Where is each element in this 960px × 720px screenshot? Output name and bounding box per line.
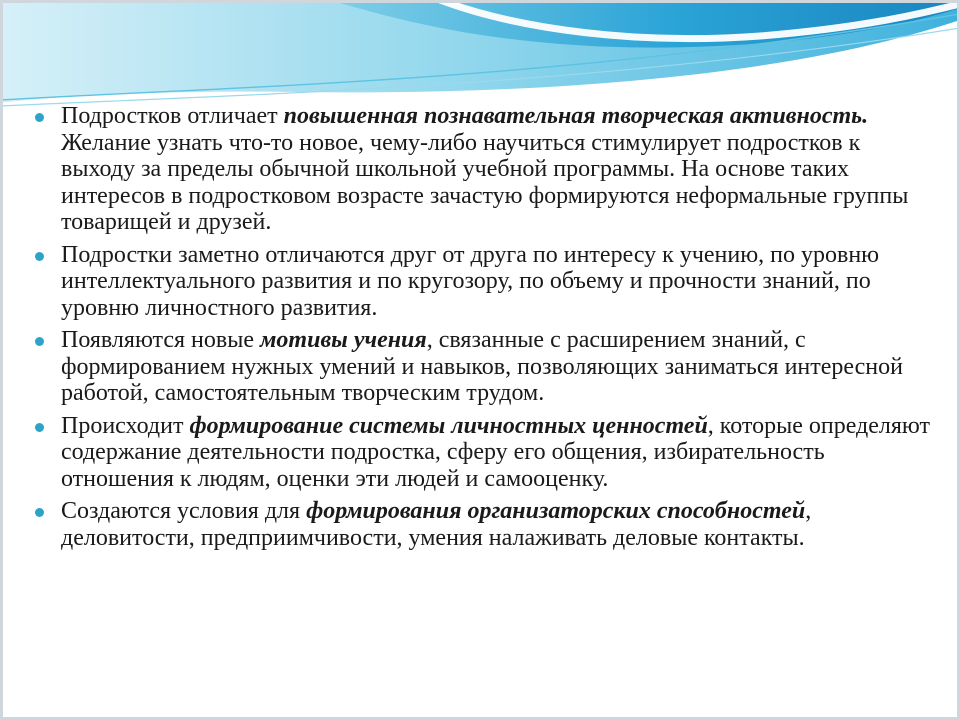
- list-item: [30, 413, 935, 493]
- list-item: [30, 327, 935, 407]
- bullet-text: , которые определяют содержание деятельности подростка, сферу его общения, избирательность отношения к людям, оценки эти людей и самооценку.: [61, 412, 931, 492]
- bullet-dot-icon: [35, 508, 44, 517]
- bullet-emphasis: формирование системы личностных ценностей: [189, 412, 708, 439]
- bullet-text: Подростков отличает: [61, 103, 284, 129]
- list-item: [30, 498, 935, 551]
- bullet-text: Появляются новые: [61, 327, 260, 353]
- bullet-text: Создаются условия для: [61, 498, 307, 524]
- bullet-text: Подростки заметно отличаются друг от друга по интересу к учению, по уровню интеллектуального развития и по кругозору, по объему и прочности знаний, по уровню личностного развития.: [61, 241, 880, 321]
- bullet-dot-icon: [35, 423, 44, 432]
- bullet-content: [30, 103, 935, 557]
- bullet-dot-icon: [35, 252, 44, 261]
- bullet-text: Желание узнать что-то новое, чему-либо научиться стимулирует подростков к выходу за пределы обычной школьной учебной программы. На основе таких интересов в подростковом возрасте зачастую формируются неформальные группы товарищей и друзей.: [61, 129, 909, 235]
- bullet-list: [30, 103, 935, 551]
- bullet-text: Происходит: [61, 412, 190, 439]
- list-item: [30, 103, 935, 236]
- bullet-dot-icon: [35, 337, 44, 346]
- bullet-emphasis: мотивы учения: [259, 327, 427, 353]
- bullet-emphasis: формирования организаторских способностей: [306, 498, 806, 524]
- bullet-text: , связанные с расширением знаний, с формированием нужных умений и навыков, позволяющих заниматься интересной работой, самостоятельным творческим трудом.: [61, 327, 903, 406]
- bullet-text: , деловитости, предприимчивости, умения налаживать деловые контакты.: [61, 498, 812, 551]
- bullet-dot-icon: [35, 113, 44, 122]
- bullet-emphasis: повышенная познавательная творческая активность.: [283, 103, 869, 129]
- list-item: [30, 242, 935, 322]
- header-wave-decoration: [0, 0, 960, 110]
